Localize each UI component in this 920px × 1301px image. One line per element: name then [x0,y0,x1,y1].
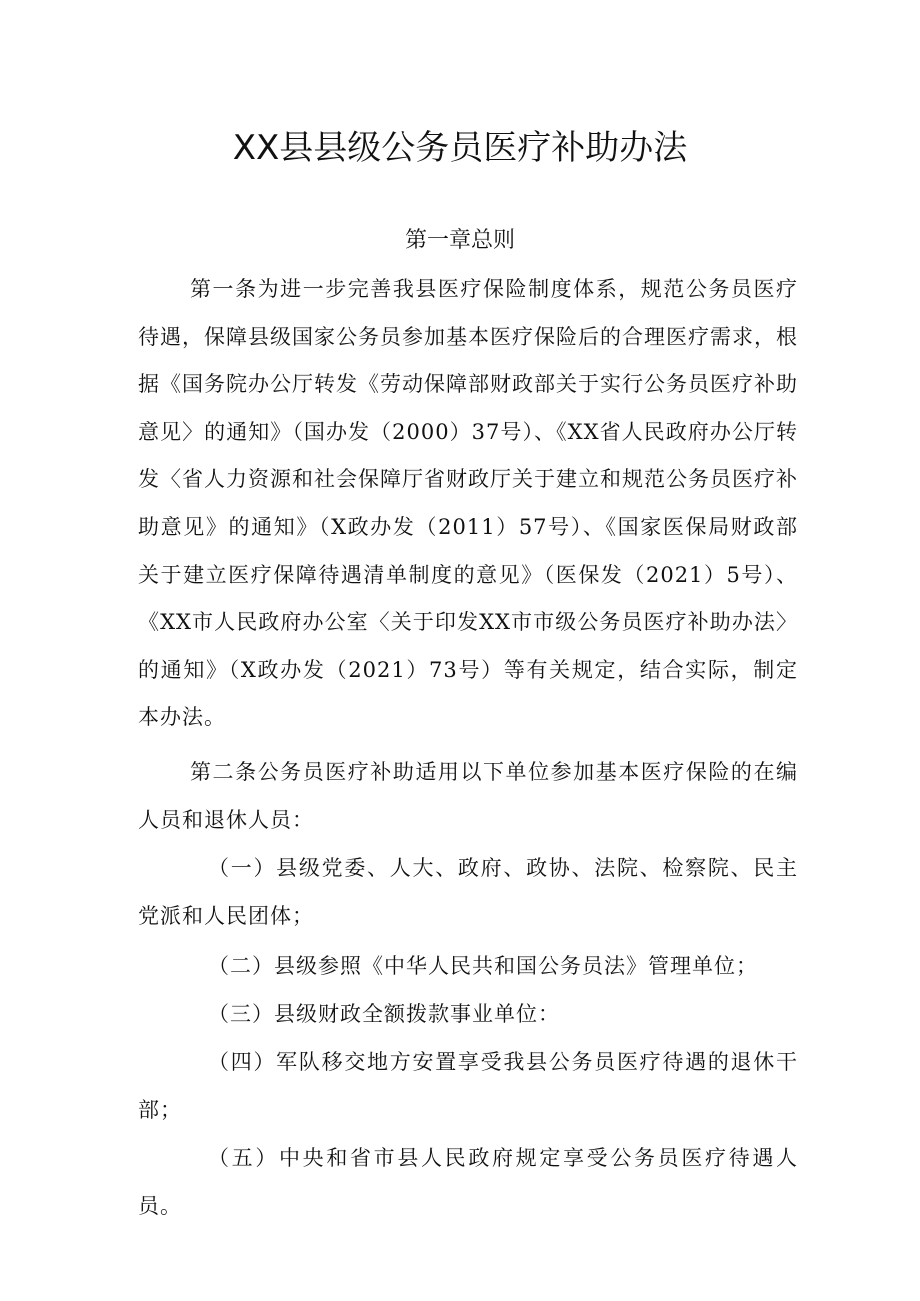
document-title: XX县县级公务员医疗补助办法 [232,128,688,168]
list-item-1: （一）县级党委、人大、政府、政协、法院、检察院、民主党派和人民团体； [138,856,798,928]
list-item-4: （四）军队移交地方安置享受我县公务员医疗待遇的退休干部； [138,1050,798,1122]
paragraph-article-1: 第一条为进一步完善我县医疗保险制度体系，规范公务员医疗待遇，保障县级国家公务员参加基本医疗保险后的合理医疗需求，根据《国务院办公厅转发《劳动保障部财政部关于实行公务员医疗补助意见〉的通知》（国办发（2000）37号）、《XX省人民政府办公厅转发〈省人力资源和社会保障厅省财政厅关于建立和规范公务员医疗补助意见》的通知》（X政办发（2011）57号）、《国家医保局财政部关于建立医疗保障待遇清单制度的意见》（医保发（2021）5号）、《XX市人民政府办公室〈关于印发XX市市级公务员医疗补助办法〉的通知》（X政办发（2021）73号）等有关规定，结合实际，制定本办法。 [138,277,798,730]
list-item-5: （五）中央和省市县人民政府规定享受公务员医疗待遇人员。 [138,1146,798,1218]
chapter-title: 第一章总则 [404,228,515,253]
paragraph-article-2: 第二条公务员医疗补助适用以下单位参加基本医疗保险的在编人员和退休人员： [138,760,798,832]
list-item-2: （二）县级参照《中华人民共和国公务员法》管理单位； [208,954,758,978]
list-item-3: （三）县级财政全额拨款事业单位： [208,1002,560,1026]
